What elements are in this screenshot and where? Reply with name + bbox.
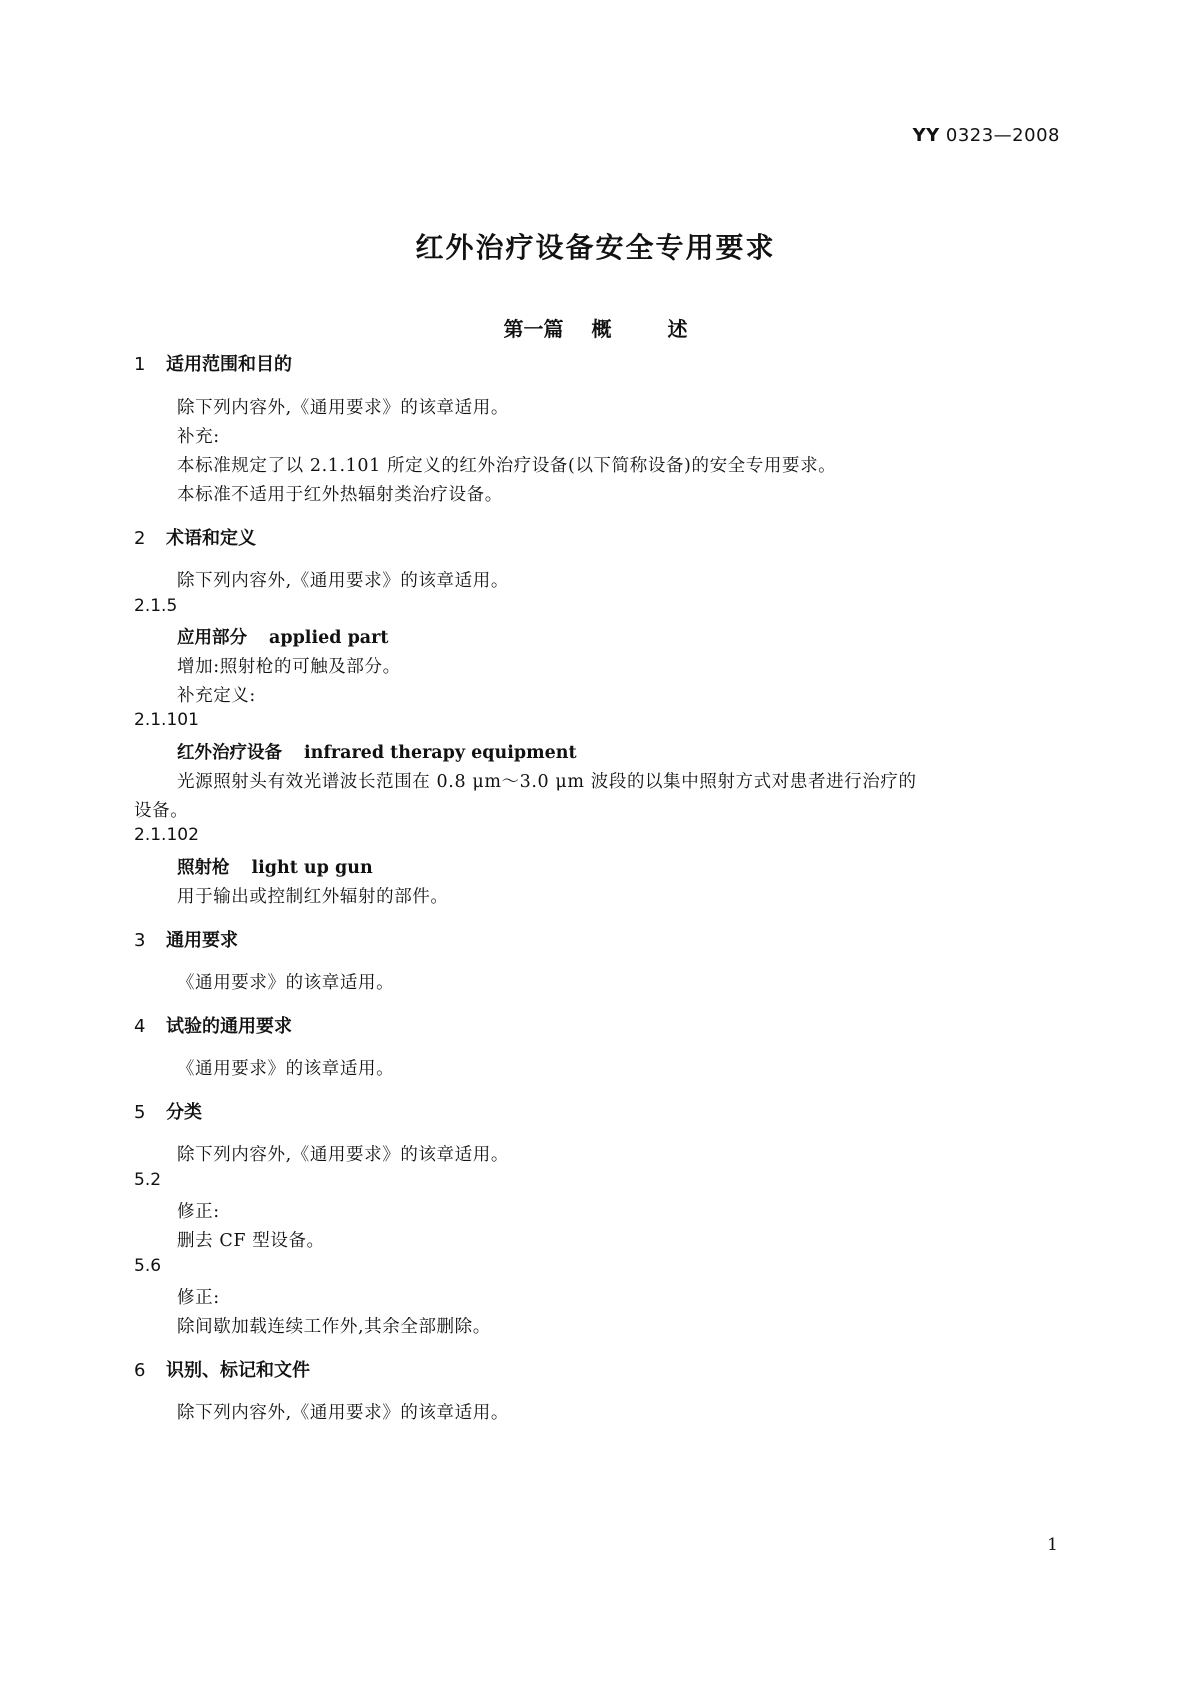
- part-title: [0, 313, 1191, 342]
- section-heading-5: [134, 1098, 202, 1124]
- term-english: light up gun: [251, 858, 373, 878]
- section-number: 6: [134, 1360, 146, 1381]
- term-english: infrared therapy equipment: [304, 743, 577, 763]
- page-number: 1: [1047, 1535, 1058, 1555]
- paragraph: 除下列内容外,《通用要求》的该章适用。: [177, 571, 509, 591]
- paragraph: 删去 CF 型设备。: [177, 1231, 325, 1251]
- clause-number: 5.6: [134, 1256, 162, 1276]
- clause-number: 2.1.102: [134, 825, 199, 845]
- paragraph: 《通用要求》的该章适用。: [177, 973, 395, 993]
- paragraph: 增加:照射枪的可触及部分。: [177, 657, 401, 677]
- section-title: 分类: [166, 1102, 202, 1123]
- paragraph: 《通用要求》的该章适用。: [177, 1059, 395, 1079]
- term-chinese: 应用部分: [177, 628, 247, 648]
- term-entry: [177, 624, 388, 649]
- section-heading-2: [134, 524, 256, 550]
- paragraph: 除间歇加载连续工作外,其余全部删除。: [177, 1317, 491, 1337]
- part-label: 第一篇: [503, 317, 564, 341]
- paragraph: 用于输出或控制红外辐射的部件。: [177, 887, 449, 907]
- section-title: 识别、标记和文件: [166, 1360, 310, 1381]
- section-heading-1: [134, 350, 292, 376]
- term-chinese: 红外治疗设备: [177, 743, 282, 763]
- paragraph: 本标准不适用于红外热辐射类治疗设备。: [177, 485, 503, 505]
- standard-code: 0323—2008: [945, 125, 1060, 146]
- section-number: 2: [134, 528, 146, 549]
- section-title: 试验的通用要求: [166, 1016, 292, 1037]
- section-number: 1: [134, 354, 146, 375]
- part-name-second: 述: [667, 317, 688, 341]
- paragraph: 补充定义:: [177, 686, 256, 706]
- section-heading-4: [134, 1012, 292, 1038]
- section-heading-6: [134, 1356, 310, 1382]
- term-entry: [177, 854, 373, 879]
- section-title: 适用范围和目的: [166, 354, 292, 375]
- standard-prefix: YY: [912, 125, 940, 146]
- paragraph: 本标准规定了以 2.1.101 所定义的红外治疗设备(以下简称设备)的安全专用要求。: [177, 456, 837, 476]
- clause-number: 5.2: [134, 1170, 162, 1190]
- clause-number: 2.1.101: [134, 710, 199, 730]
- paragraph-continuation: 设备。: [134, 801, 189, 821]
- paragraph: 补充:: [177, 427, 220, 447]
- term-english: applied part: [269, 628, 389, 648]
- clause-number: 2.1.5: [134, 596, 178, 616]
- section-title: 通用要求: [166, 930, 238, 951]
- paragraph: 除下列内容外,《通用要求》的该章适用。: [177, 1145, 509, 1165]
- section-number: 5: [134, 1102, 146, 1123]
- paragraph: 光源照射头有效光谱波长范围在 0.8 μm～3.0 μm 波段的以集中照射方式对患者进行治疗的: [177, 772, 917, 792]
- section-title: 术语和定义: [166, 528, 256, 549]
- section-number: 4: [134, 1016, 146, 1037]
- term-chinese: 照射枪: [177, 858, 230, 878]
- part-name-first: 概: [591, 317, 612, 341]
- document-title: 红外治疗设备安全专用要求: [415, 231, 776, 264]
- paragraph: 除下列内容外,《通用要求》的该章适用。: [177, 398, 509, 418]
- paragraph: 修正:: [177, 1202, 220, 1222]
- section-heading-3: [134, 926, 238, 952]
- standard-number: [913, 125, 1060, 146]
- paragraph: 修正:: [177, 1288, 220, 1308]
- section-number: 3: [134, 930, 146, 951]
- term-entry: [177, 739, 577, 764]
- paragraph: 除下列内容外,《通用要求》的该章适用。: [177, 1403, 509, 1423]
